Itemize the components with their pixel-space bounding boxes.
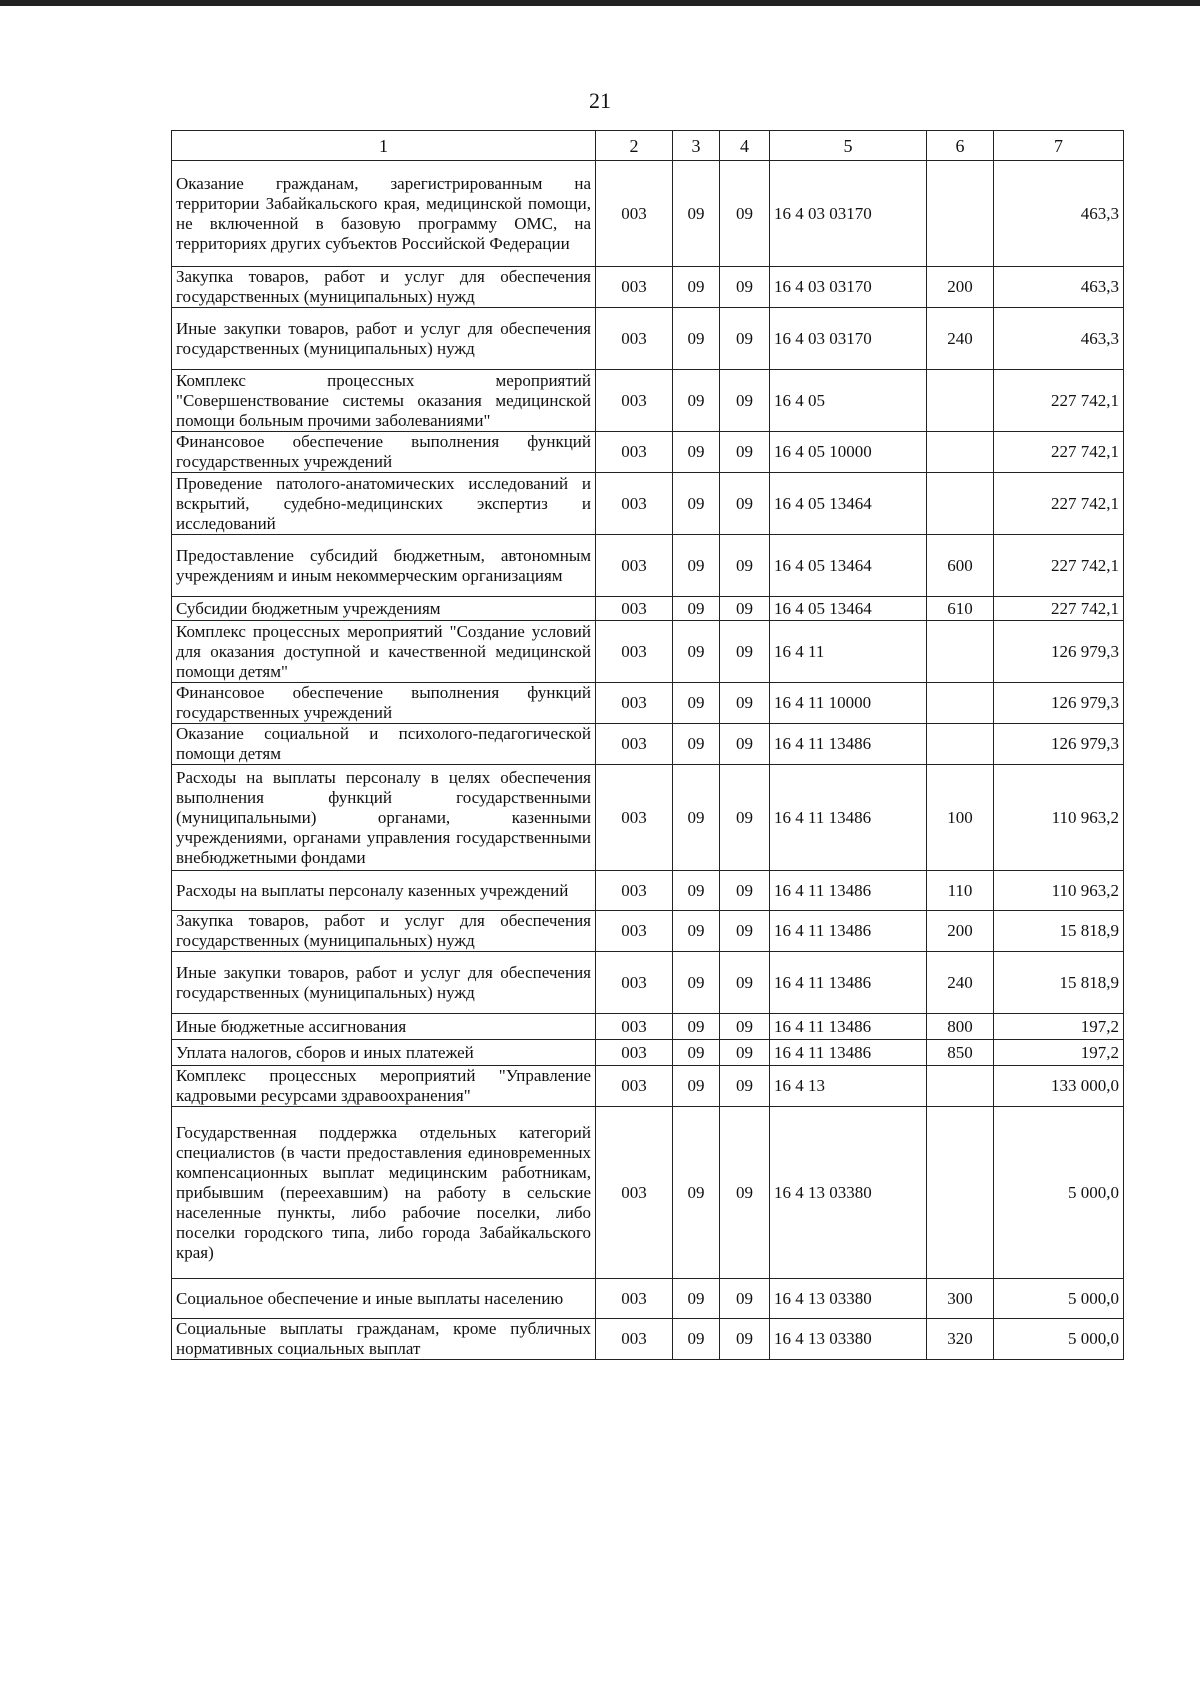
table-row <box>172 1319 1124 1360</box>
cell-name: Закупка товаров, работ и услуг для обеспечения государственных (муниципальных) нужд <box>172 267 596 308</box>
cell-name: Уплата налогов, сборов и иных платежей <box>172 1040 596 1066</box>
cell-target-article: 16 4 05 13464 <box>770 597 927 621</box>
cell-name: Предоставление субсидий бюджетным, автономным учреждениям и иным некоммерческим организациям <box>172 535 596 597</box>
column-header: 4 <box>720 131 770 161</box>
cell-target-article: 16 4 05 13464 <box>770 473 927 535</box>
cell-name: Социальные выплаты гражданам, кроме публичных нормативных социальных выплат <box>172 1319 596 1360</box>
cell-expense-type: 300 <box>927 1279 994 1319</box>
cell-expense-type: 610 <box>927 597 994 621</box>
cell-admin-code: 003 <box>596 1107 673 1279</box>
cell-target-article: 16 4 03 03170 <box>770 308 927 370</box>
cell-amount: 5 000,0 <box>994 1107 1124 1279</box>
cell-subsection: 09 <box>720 911 770 952</box>
cell-section: 09 <box>673 724 720 765</box>
cell-subsection: 09 <box>720 473 770 535</box>
cell-admin-code: 003 <box>596 871 673 911</box>
cell-target-article: 16 4 03 03170 <box>770 161 927 267</box>
cell-target-article: 16 4 11 13486 <box>770 871 927 911</box>
cell-name: Оказание гражданам, зарегистрированным на территории Забайкальского края, медицинской помощи, не включенной в базовую программу ОМС, на территориях других субъектов Российской Федерации <box>172 161 596 267</box>
table-row <box>172 267 1124 308</box>
cell-expense-type <box>927 621 994 683</box>
cell-expense-type: 800 <box>927 1014 994 1040</box>
cell-section: 09 <box>673 1319 720 1360</box>
table-row <box>172 535 1124 597</box>
cell-admin-code: 003 <box>596 724 673 765</box>
table-row <box>172 1014 1124 1040</box>
cell-section: 09 <box>673 267 720 308</box>
cell-admin-code: 003 <box>596 1014 673 1040</box>
cell-target-article: 16 4 11 10000 <box>770 683 927 724</box>
cell-expense-type: 200 <box>927 911 994 952</box>
cell-name: Социальное обеспечение и иные выплаты населению <box>172 1279 596 1319</box>
column-header: 2 <box>596 131 673 161</box>
cell-name: Финансовое обеспечение выполнения функций государственных учреждений <box>172 683 596 724</box>
cell-amount: 110 963,2 <box>994 871 1124 911</box>
cell-admin-code: 003 <box>596 911 673 952</box>
table-row <box>172 308 1124 370</box>
column-header: 1 <box>172 131 596 161</box>
cell-admin-code: 003 <box>596 1279 673 1319</box>
column-header: 7 <box>994 131 1124 161</box>
cell-section: 09 <box>673 473 720 535</box>
cell-expense-type <box>927 161 994 267</box>
cell-subsection: 09 <box>720 1319 770 1360</box>
cell-subsection: 09 <box>720 267 770 308</box>
cell-target-article: 16 4 11 13486 <box>770 1014 927 1040</box>
cell-target-article: 16 4 11 13486 <box>770 911 927 952</box>
cell-expense-type <box>927 683 994 724</box>
cell-amount: 126 979,3 <box>994 621 1124 683</box>
cell-amount: 227 742,1 <box>994 370 1124 432</box>
cell-admin-code: 003 <box>596 535 673 597</box>
cell-section: 09 <box>673 535 720 597</box>
cell-admin-code: 003 <box>596 952 673 1014</box>
cell-name: Финансовое обеспечение выполнения функций государственных учреждений <box>172 432 596 473</box>
cell-subsection: 09 <box>720 621 770 683</box>
table-row <box>172 952 1124 1014</box>
table-row <box>172 1066 1124 1107</box>
cell-amount: 110 963,2 <box>994 765 1124 871</box>
cell-admin-code: 003 <box>596 765 673 871</box>
cell-subsection: 09 <box>720 1014 770 1040</box>
cell-amount: 227 742,1 <box>994 597 1124 621</box>
cell-subsection: 09 <box>720 432 770 473</box>
cell-subsection: 09 <box>720 1107 770 1279</box>
table-row <box>172 161 1124 267</box>
cell-admin-code: 003 <box>596 370 673 432</box>
cell-subsection: 09 <box>720 952 770 1014</box>
cell-expense-type <box>927 473 994 535</box>
table-row <box>172 1107 1124 1279</box>
cell-expense-type <box>927 724 994 765</box>
cell-section: 09 <box>673 1014 720 1040</box>
cell-admin-code: 003 <box>596 1066 673 1107</box>
cell-amount: 133 000,0 <box>994 1066 1124 1107</box>
cell-admin-code: 003 <box>596 683 673 724</box>
budget-table <box>171 130 1124 1360</box>
cell-subsection: 09 <box>720 1066 770 1107</box>
table-row <box>172 765 1124 871</box>
cell-section: 09 <box>673 1107 720 1279</box>
cell-section: 09 <box>673 683 720 724</box>
column-header: 3 <box>673 131 720 161</box>
cell-amount: 126 979,3 <box>994 724 1124 765</box>
cell-name: Иные бюджетные ассигнования <box>172 1014 596 1040</box>
cell-section: 09 <box>673 597 720 621</box>
cell-amount: 463,3 <box>994 308 1124 370</box>
cell-name: Государственная поддержка отдельных категорий специалистов (в части предоставления единовременных компенсационных выплат медицинским работникам, прибывшим (переехавшим) на работу в сельские населенные пункты, либо рабочие поселки, либо поселки городского типа, либо города Забайкальского края) <box>172 1107 596 1279</box>
cell-section: 09 <box>673 308 720 370</box>
cell-expense-type: 100 <box>927 765 994 871</box>
cell-name: Субсидии бюджетным учреждениям <box>172 597 596 621</box>
cell-admin-code: 003 <box>596 308 673 370</box>
table-row <box>172 724 1124 765</box>
page-top-border <box>0 0 1200 6</box>
cell-target-article: 16 4 11 13486 <box>770 765 927 871</box>
cell-expense-type <box>927 1066 994 1107</box>
cell-name: Комплекс процессных мероприятий "Создание условий для оказания доступной и качественной медицинской помощи детям" <box>172 621 596 683</box>
cell-expense-type: 200 <box>927 267 994 308</box>
cell-amount: 227 742,1 <box>994 535 1124 597</box>
cell-target-article: 16 4 11 13486 <box>770 952 927 1014</box>
column-header: 6 <box>927 131 994 161</box>
cell-subsection: 09 <box>720 1279 770 1319</box>
cell-expense-type: 850 <box>927 1040 994 1066</box>
cell-admin-code: 003 <box>596 621 673 683</box>
cell-name: Закупка товаров, работ и услуг для обеспечения государственных (муниципальных) нужд <box>172 911 596 952</box>
cell-subsection: 09 <box>720 161 770 267</box>
table-row <box>172 911 1124 952</box>
cell-amount: 15 818,9 <box>994 952 1124 1014</box>
cell-target-article: 16 4 11 13486 <box>770 1040 927 1066</box>
cell-amount: 126 979,3 <box>994 683 1124 724</box>
cell-section: 09 <box>673 621 720 683</box>
cell-subsection: 09 <box>720 724 770 765</box>
cell-section: 09 <box>673 1066 720 1107</box>
table-row <box>172 621 1124 683</box>
cell-section: 09 <box>673 1040 720 1066</box>
cell-admin-code: 003 <box>596 161 673 267</box>
cell-section: 09 <box>673 432 720 473</box>
cell-subsection: 09 <box>720 683 770 724</box>
cell-target-article: 16 4 11 13486 <box>770 724 927 765</box>
cell-target-article: 16 4 13 03380 <box>770 1279 927 1319</box>
cell-admin-code: 003 <box>596 1319 673 1360</box>
table-body <box>172 161 1124 1360</box>
cell-subsection: 09 <box>720 597 770 621</box>
cell-admin-code: 003 <box>596 1040 673 1066</box>
cell-section: 09 <box>673 871 720 911</box>
cell-subsection: 09 <box>720 1040 770 1066</box>
table-row <box>172 1279 1124 1319</box>
cell-name: Проведение патолого-анатомических исследований и вскрытий, судебно-медицинских экспертиз и исследований <box>172 473 596 535</box>
cell-target-article: 16 4 05 <box>770 370 927 432</box>
cell-admin-code: 003 <box>596 267 673 308</box>
cell-expense-type: 110 <box>927 871 994 911</box>
cell-expense-type: 600 <box>927 535 994 597</box>
table-row <box>172 432 1124 473</box>
cell-subsection: 09 <box>720 871 770 911</box>
cell-section: 09 <box>673 370 720 432</box>
cell-amount: 227 742,1 <box>994 432 1124 473</box>
table-row <box>172 1040 1124 1066</box>
cell-name: Расходы на выплаты персоналу в целях обеспечения выполнения функций государственными (муниципальными) органами, казенными учреждениями, органами управления государственными внебюджетными фондами <box>172 765 596 871</box>
cell-subsection: 09 <box>720 370 770 432</box>
cell-target-article: 16 4 13 03380 <box>770 1319 927 1360</box>
cell-admin-code: 003 <box>596 597 673 621</box>
cell-target-article: 16 4 11 <box>770 621 927 683</box>
cell-subsection: 09 <box>720 535 770 597</box>
cell-target-article: 16 4 05 13464 <box>770 535 927 597</box>
cell-target-article: 16 4 05 10000 <box>770 432 927 473</box>
cell-amount: 463,3 <box>994 267 1124 308</box>
cell-section: 09 <box>673 1279 720 1319</box>
cell-expense-type: 240 <box>927 308 994 370</box>
cell-subsection: 09 <box>720 308 770 370</box>
table-row <box>172 683 1124 724</box>
cell-amount: 463,3 <box>994 161 1124 267</box>
cell-expense-type: 240 <box>927 952 994 1014</box>
cell-amount: 227 742,1 <box>994 473 1124 535</box>
cell-name: Комплекс процессных мероприятий "Совершенствование системы оказания медицинской помощи больным прочими заболеваниями" <box>172 370 596 432</box>
table-row <box>172 597 1124 621</box>
cell-amount: 15 818,9 <box>994 911 1124 952</box>
cell-admin-code: 003 <box>596 473 673 535</box>
table-header-row <box>172 131 1124 161</box>
cell-section: 09 <box>673 161 720 267</box>
table-row <box>172 871 1124 911</box>
cell-name: Иные закупки товаров, работ и услуг для обеспечения государственных (муниципальных) нужд <box>172 952 596 1014</box>
cell-name: Оказание социальной и психолого-педагогической помощи детям <box>172 724 596 765</box>
cell-target-article: 16 4 13 03380 <box>770 1107 927 1279</box>
cell-expense-type <box>927 370 994 432</box>
page-number: 21 <box>589 88 611 113</box>
cell-expense-type <box>927 432 994 473</box>
table-row <box>172 370 1124 432</box>
cell-admin-code: 003 <box>596 432 673 473</box>
cell-amount: 5 000,0 <box>994 1319 1124 1360</box>
cell-name: Расходы на выплаты персоналу казенных учреждений <box>172 871 596 911</box>
cell-section: 09 <box>673 952 720 1014</box>
cell-expense-type <box>927 1107 994 1279</box>
cell-target-article: 16 4 03 03170 <box>770 267 927 308</box>
table-row <box>172 473 1124 535</box>
cell-section: 09 <box>673 765 720 871</box>
cell-section: 09 <box>673 911 720 952</box>
cell-target-article: 16 4 13 <box>770 1066 927 1107</box>
cell-amount: 5 000,0 <box>994 1279 1124 1319</box>
column-header: 5 <box>770 131 927 161</box>
cell-amount: 197,2 <box>994 1040 1124 1066</box>
cell-expense-type: 320 <box>927 1319 994 1360</box>
cell-name: Иные закупки товаров, работ и услуг для обеспечения государственных (муниципальных) нужд <box>172 308 596 370</box>
cell-name: Комплекс процессных мероприятий "Управление кадровыми ресурсами здравоохранения" <box>172 1066 596 1107</box>
cell-subsection: 09 <box>720 765 770 871</box>
cell-amount: 197,2 <box>994 1014 1124 1040</box>
